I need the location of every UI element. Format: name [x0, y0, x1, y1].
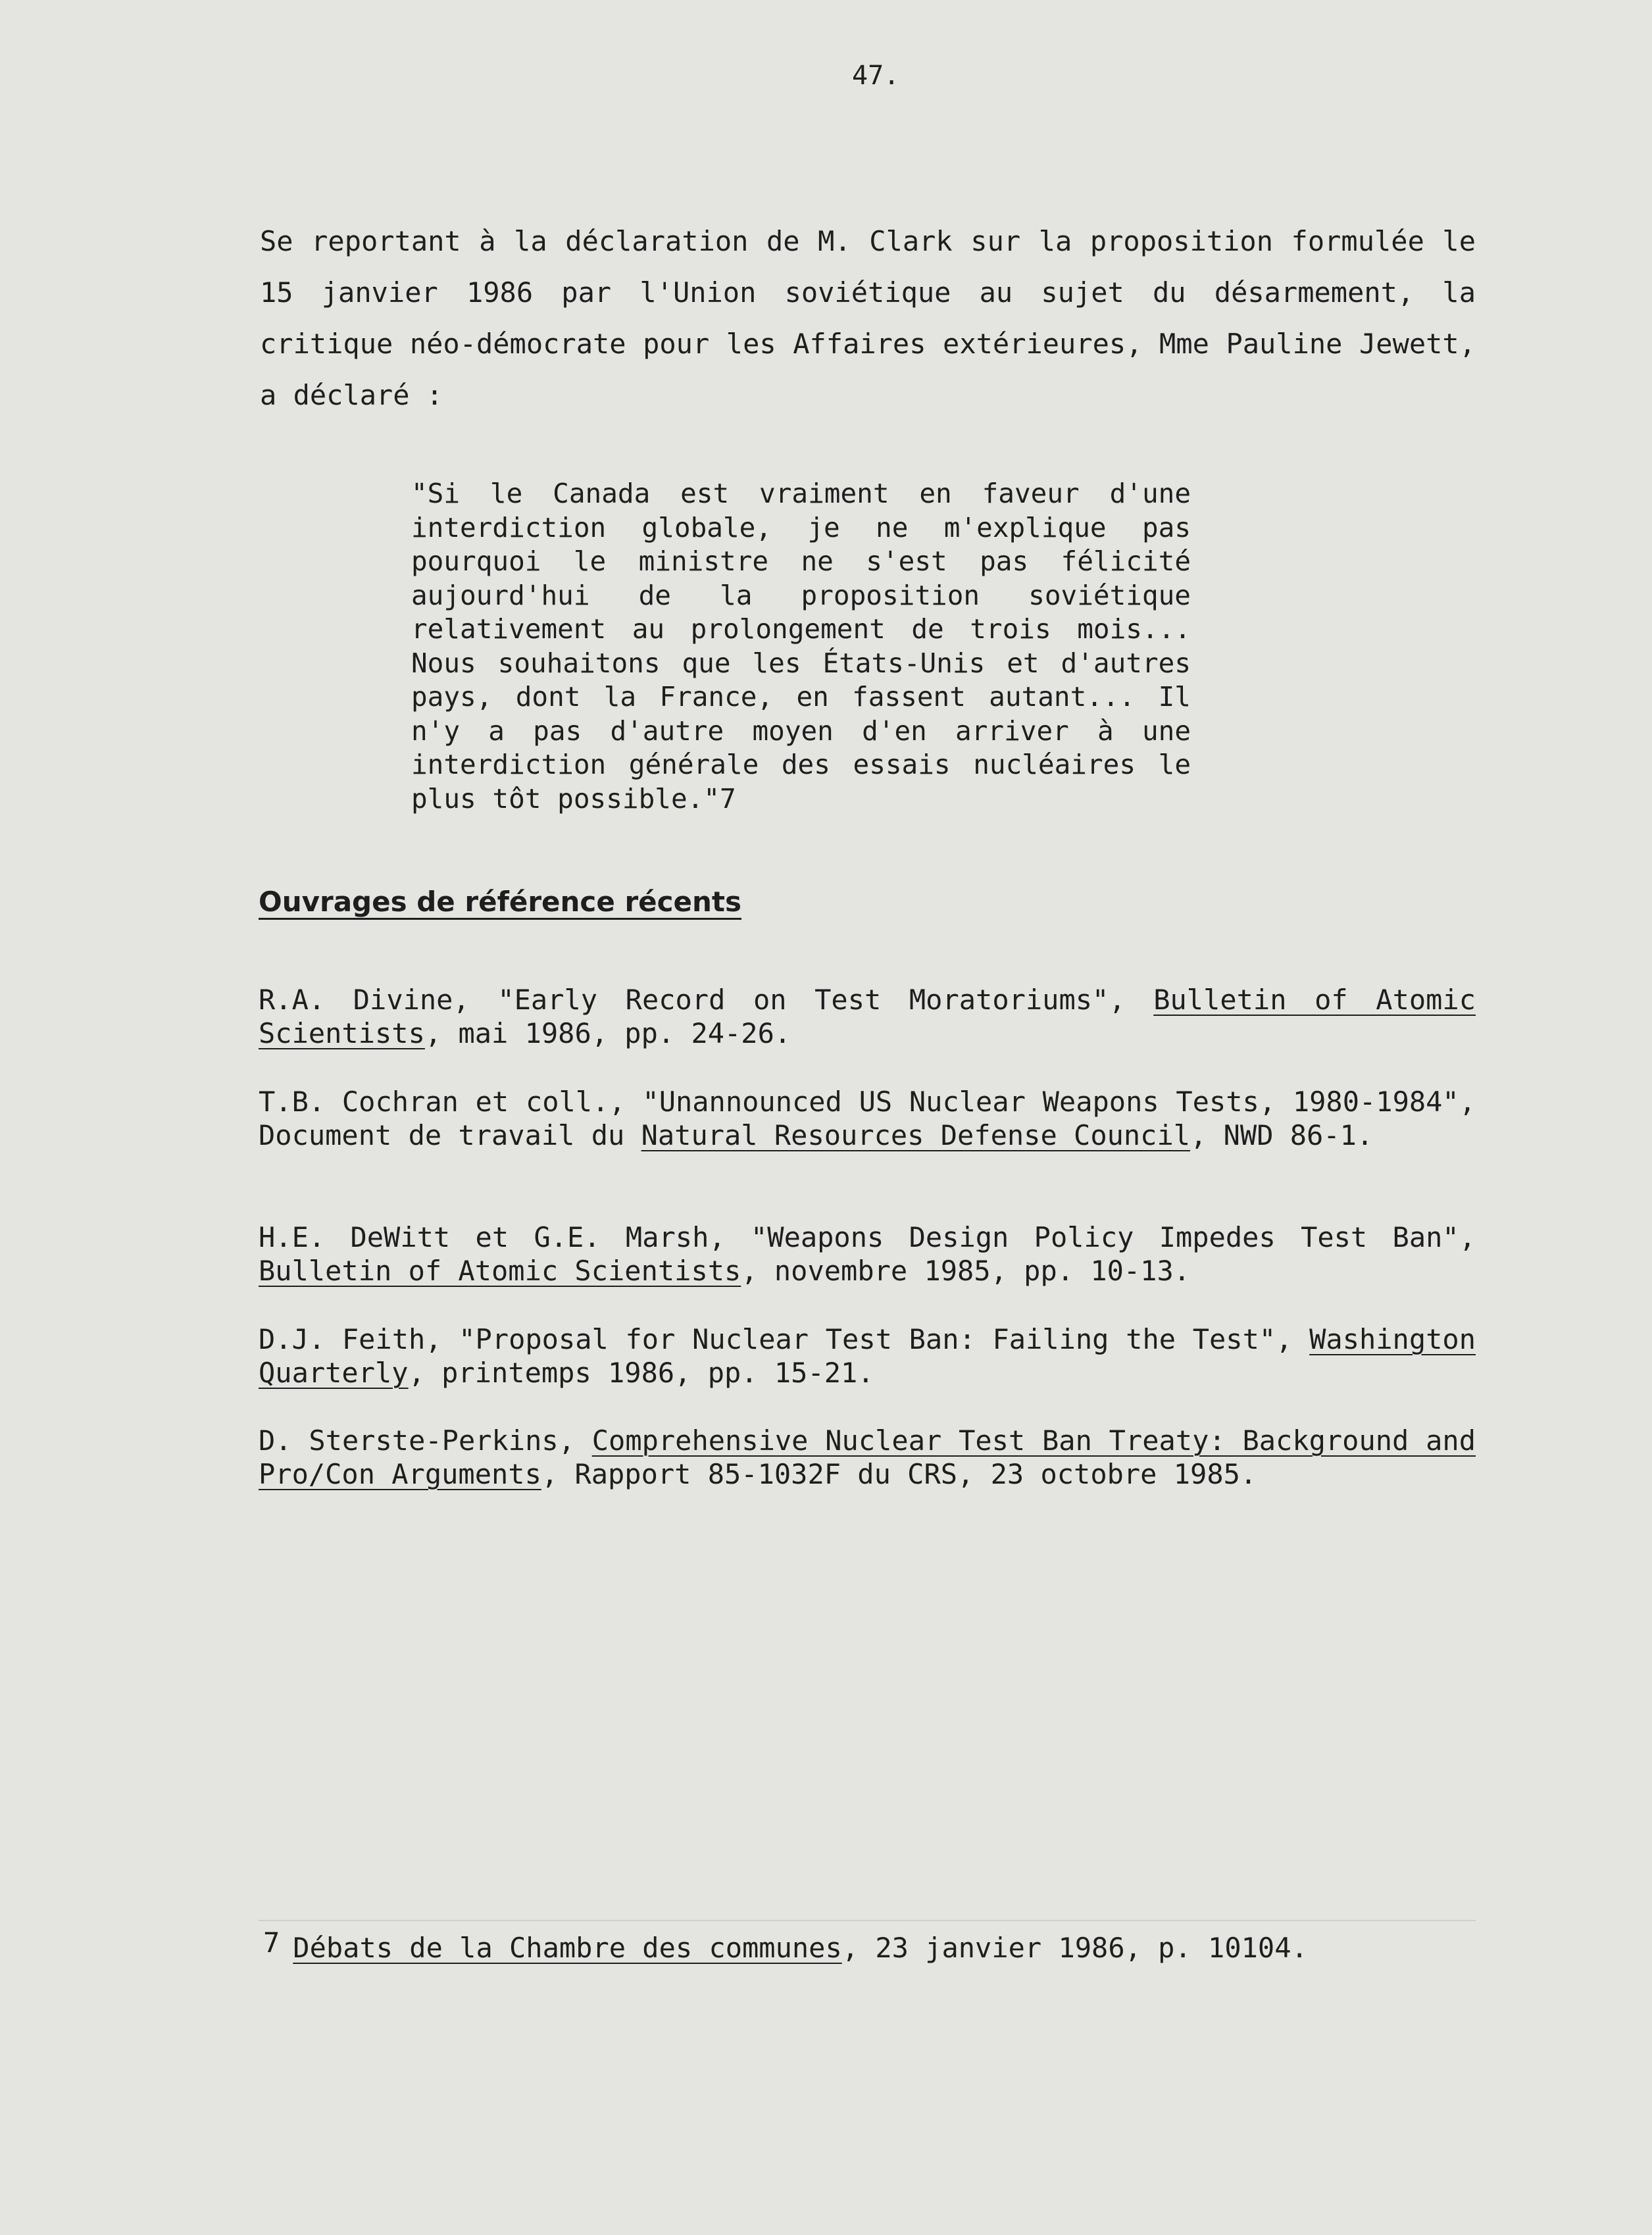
reference-text: D. Sterste-Perkins, — [259, 1424, 592, 1457]
reference-text: , printemps 1986, pp. 15-21. — [408, 1357, 874, 1389]
reference-text: R.A. Divine, "Early Record on Test Moratoriums", — [259, 984, 1154, 1016]
reference-text: T.B. Cochran et coll., "Unannounced US Nuclear Weapons Tests, 1980-1984", Document de travail du — [259, 1086, 1476, 1151]
reference-item — [259, 983, 1476, 1050]
reference-title: Bulletin of Atomic Scientists — [259, 1255, 741, 1287]
footnote — [263, 1926, 1308, 1965]
footnote-mark: 7 — [263, 1926, 280, 1959]
footnote-title: Débats de la Chambre des communes — [293, 1932, 842, 1964]
footnote-divider — [259, 1920, 1476, 1921]
reference-item — [259, 1085, 1476, 1152]
reference-item — [259, 1220, 1476, 1288]
reference-title: Comprehensive Nuclear Test Ban Treaty: Background and Pro/Con Arguments — [259, 1424, 1476, 1490]
reference-text: , Rapport 85-1032F du CRS, 23 octobre 1985. — [541, 1458, 1257, 1490]
reference-item — [259, 1424, 1476, 1491]
reference-text: , NWD 86-1. — [1190, 1119, 1374, 1151]
page-number: 47. — [852, 61, 900, 91]
reference-item — [259, 1322, 1476, 1390]
reference-text: , novembre 1985, pp. 10-13. — [741, 1255, 1191, 1287]
reference-title: Washington Quarterly — [259, 1323, 1476, 1389]
reference-text: , mai 1986, pp. 24-26. — [424, 1017, 791, 1049]
reference-title: Bulletin of Atomic Scientists — [259, 984, 1476, 1049]
reference-title: Natural Resources Defense Council — [641, 1119, 1191, 1151]
block-quote: "Si le Canada est vraiment en faveur d'une interdiction globale, je ne m'explique pas pourquoi le ministre ne s'est pas félicité aujourd'hui de la proposition soviétique relativement au prolongement de trois mois... Nous souhaitons que les États-Unis et d'autres pays, dont la France, en fassent autant... Il n'y a pas d'autre moyen d'en arriver à une interdiction générale des essais nucléaires le plus tôt possible."7 — [411, 478, 1191, 815]
section-heading: Ouvrages de référence récents — [259, 886, 741, 918]
intro-paragraph: Se reportant à la déclaration de M. Clark sur la proposition formulée le 15 janvier 1986 par l'Union soviétique au sujet du désarmement, la critique néo-démocrate pour les Affaires extérieures, Mme Pauline Jewett, a déclaré : — [260, 225, 1476, 411]
footnote-text: , 23 janvier 1986, p. 10104. — [841, 1932, 1308, 1964]
reference-text: H.E. DeWitt et G.E. Marsh, "Weapons Design Policy Impedes Test Ban", — [259, 1221, 1476, 1253]
reference-text: D.J. Feith, "Proposal for Nuclear Test Ban: Failing the Test", — [259, 1323, 1310, 1355]
